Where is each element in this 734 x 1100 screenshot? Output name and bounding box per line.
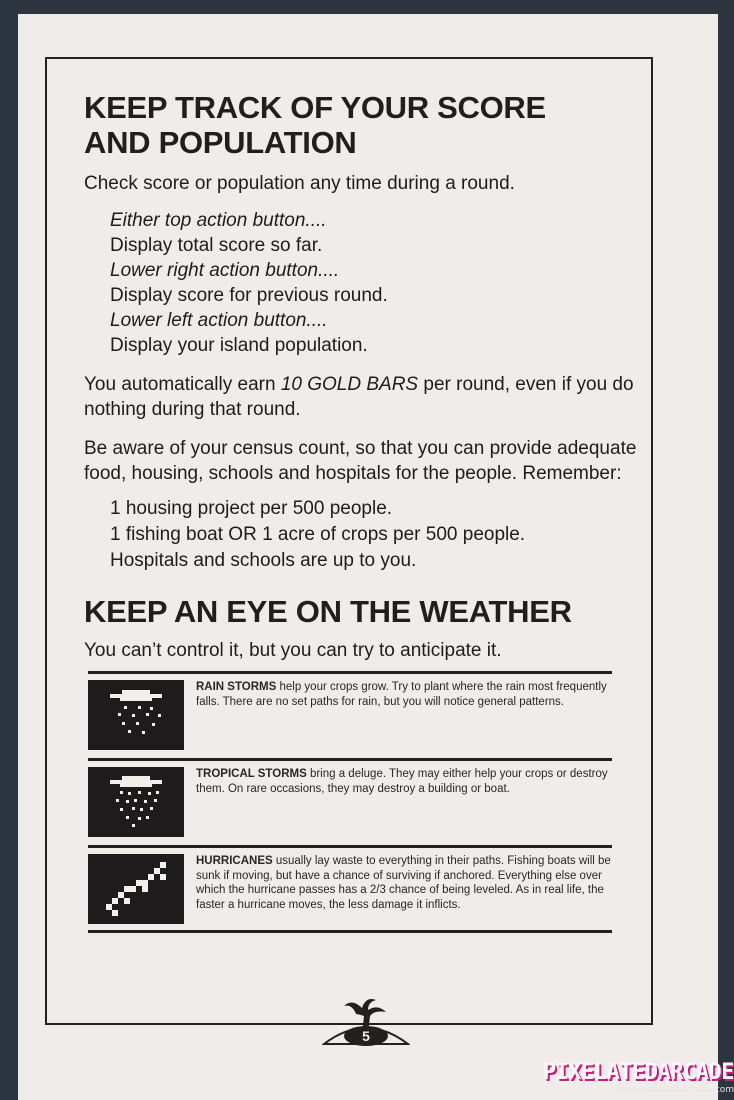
need-item: 1 housing project per 500 people.: [110, 498, 393, 519]
controls-list: [110, 208, 644, 358]
control-action: Display score for previous round.: [110, 285, 388, 306]
tropical-storm-icon: [88, 767, 184, 837]
weather-desc: [196, 767, 612, 796]
weather-item-hurricane: [88, 854, 612, 924]
divider: [88, 845, 612, 848]
need-item: 1 fishing boat OR 1 acre of crops per 500 people.: [110, 524, 526, 545]
census-paragraph: Be aware of your census count, so that you can provide adequate food, housing, schools and hospitals for the people. Remember:: [84, 438, 637, 484]
score-section-title: [84, 90, 644, 160]
watermark-title: PIXELATEDARCADE: [542, 1060, 734, 1085]
divider: [88, 930, 612, 933]
gold-amount: 10 GOLD BARS: [280, 374, 419, 395]
divider: [88, 758, 612, 761]
need-item: Hospitals and schools are up to you.: [110, 550, 417, 571]
control-action: Display your island population.: [110, 335, 368, 356]
weather-section-title: KEEP AN EYE ON THE WEATHER: [84, 594, 572, 629]
watermark-url: www.pixelatedarcade.com: [615, 1085, 734, 1095]
control-action: Display total score so far.: [110, 235, 323, 256]
weather-name: TROPICAL STORMS: [196, 768, 307, 780]
control-button: Lower left action button....: [110, 310, 328, 331]
weather-text: bring a deluge. They may either help your crops or destroy them. On rare occasions, they may destroy a building or boat.: [196, 768, 608, 795]
score-title-line1: KEEP TRACK OF YOUR SCORE: [84, 90, 546, 125]
weather-desc: [196, 680, 612, 709]
weather-item-tropical: [88, 767, 612, 837]
score-title-line2: AND POPULATION: [84, 125, 357, 160]
weather-intro: You can’t control it, but you can try to anticipate it.: [84, 640, 502, 661]
weather-name: HURRICANES: [196, 855, 273, 867]
rain-cloud-icon: [88, 680, 184, 750]
weather-item-rain: [88, 680, 612, 750]
needs-list: [110, 496, 644, 574]
gold-prefix: You automatically earn: [84, 374, 281, 395]
weather-text: usually lay waste to everything in their paths. Fishing boats will be sunk if moving, but have a chance of surviving if anchored. Everything else over which the hurricane passes has a 2/3 chance of being leveled. As in real life, the faster a hurricane moves, the less damage it inflicts.: [196, 855, 611, 911]
weather-text: help your crops grow. Try to plant where the rain most frequently falls. There are no set paths for rain, but you will notice general patterns.: [196, 681, 607, 708]
page-content: [84, 90, 644, 933]
score-intro: Check score or population any time during a round.: [84, 173, 515, 194]
gold-suffix: per round, even if you do nothing during that round.: [84, 374, 634, 420]
control-button: Lower right action button....: [110, 260, 340, 281]
weather-name: RAIN STORMS: [196, 681, 277, 693]
hurricane-icon: [88, 854, 184, 924]
page-number: 5: [362, 1028, 370, 1044]
island-logo: [322, 990, 410, 1048]
control-button: Either top action button....: [110, 210, 327, 231]
watermark: [534, 1062, 734, 1096]
weather-desc: [196, 854, 612, 912]
gold-bars-paragraph: [84, 372, 644, 422]
divider: [88, 671, 612, 674]
